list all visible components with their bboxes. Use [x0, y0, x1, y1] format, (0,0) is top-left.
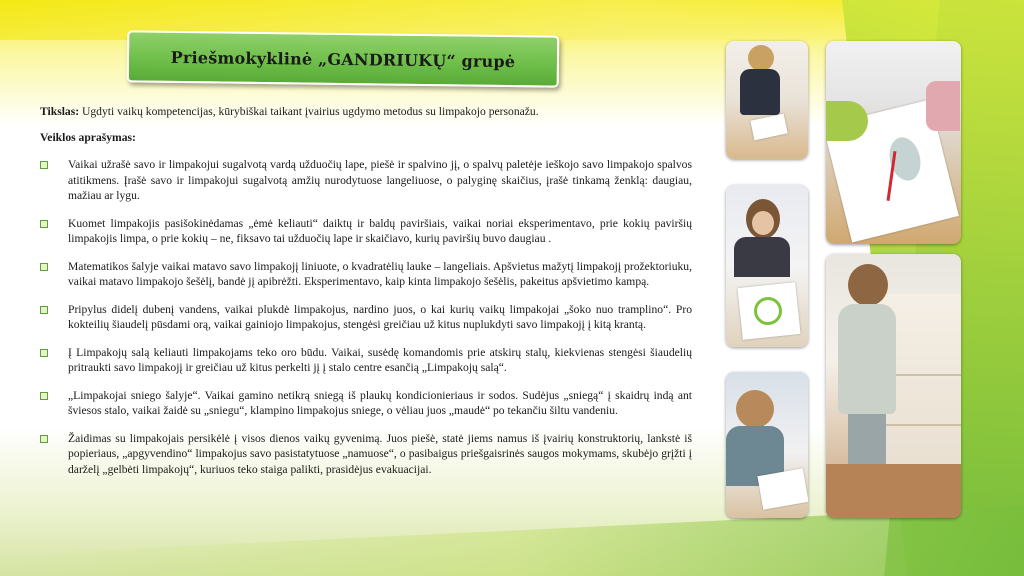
list-item: [40, 216, 692, 247]
activity-list: [40, 157, 692, 477]
list-item-text: Į Limpakojų salą keliauti limpakojams teko oro būdu. Vaikai, susėdę komandomis prie atskirų stalų, kiekvienas stengėsi šiaudelių pritraukti savo limpakojį ir greičiau už kitus perkelti jį į stalo centre esančią „Limpakojų salą“.: [68, 345, 692, 374]
photo-girl-worksheet: [726, 185, 808, 347]
list-item-text: Žaidimas su limpakojais persikėlė į visos dienos vaikų gyvenimą. Juos piešė, statė jiems namus iš įvairių konstruktorių, lankstė iš popieriaus, „apgyvendino“ limpakojus savo pasistatytuose „namuose“, o pasibaigus priešgaisrinės saugos mokymams, skubėjo grįžti į darželį „gelbėti limpakojų“, kuriuos teko staiga palikti, prasidėjus evakuacijai.: [68, 431, 692, 476]
bullet-icon: [40, 435, 48, 443]
worksheet: [750, 114, 787, 141]
child-body: [838, 304, 896, 414]
list-item-text: Vaikai užrašė savo ir limpakojui sugalvotą vardą užduočių lape, piešė ir spalvino jį, o spalvų paletėje ieškojo savo limpakojo spalvos atitikmens. Įrašė savo ir limpakojui sugalvotą amžių nurodytuose langeliuose, o palyginę skaičius, įrašė tinkamą ženklą: daugiau, mažiau ar lygu.: [68, 158, 692, 202]
list-item: [40, 259, 692, 290]
content-area: [40, 104, 692, 489]
bullet-icon: [40, 349, 48, 357]
bullet-icon: [40, 392, 48, 400]
child-head: [848, 264, 888, 306]
photo-child-drawing: [726, 41, 808, 159]
list-item-text: Kuomet limpakojis pasišokinėdamas „ėmė keliauti“ daiktų ir baldų paviršiais, vaikai noriai eksperimentavo, prie kokių paviršių limpakojis limpa, o prie kokių – ne, fiksavo tai užduočių lape ir skaičiavo, kurių paviršių buvo daugiau .: [68, 216, 692, 245]
bullet-icon: [40, 161, 48, 169]
list-item-text: „Limpakojai sniego šalyje“. Vaikai gamino netikrą sniegą iš plaukų kondicionieriaus ir sodos. Sudėjus „sniegą“ į skaidrų indą ant šviesos stalo, vaikai žaidė su „sniegu“, klampino limpakojus sniege, o vėliau juos „maudė“ po tekančiu šiltu vandeniu.: [68, 388, 692, 417]
child-head: [736, 390, 774, 428]
child-face: [752, 211, 774, 235]
color-wheel: [754, 297, 782, 325]
list-item: [40, 345, 692, 376]
list-item: [40, 388, 692, 419]
photo-boy-table: [726, 372, 808, 518]
goal-row: [40, 104, 692, 120]
list-item: [40, 157, 692, 204]
child-sleeve: [826, 101, 868, 141]
photo-hands-worksheet: [826, 41, 961, 244]
goal-text: Ugdyti vaikų kompetencijas, kūrybiškai taikant įvairius ugdymo metodus su limpakojo personažu.: [82, 105, 539, 118]
page-title: Priešmokyklinė „GANDRIUKŲ“ grupė: [170, 47, 516, 71]
worksheet: [757, 468, 808, 509]
list-item-text: Matematikos šalyje vaikai matavo savo limpakojį liniuote, o kvadratėlių lauke – langeliais. Apšvietus mažytį limpakojį prožektoriuku, vaikai matavo limpakojo šešėlį, bandė jį apibrėžti. Eksperimentavo, kaip kinta limpakojo šešėlis, pakeitus apšvietimo kampą.: [68, 259, 692, 288]
goal-label: Tikslas:: [40, 105, 80, 118]
list-item: [40, 431, 692, 478]
title-banner: [127, 30, 560, 87]
list-item-text: Pripylus didelį dubenį vandens, vaikai plukdė limpakojus, nardino juos, o kai kurių vaikų limpakojai „šoko nuo tramplino“. Pro kokteilių šiaudelį pūsdami orą, vaikai gainiojo limpakojus, stengėsi greičiau už kitus nuplukdyti savo limpakojį į kitą krantą.: [68, 302, 692, 331]
photo-boy-cabinet: [826, 254, 961, 518]
child-body: [734, 237, 790, 277]
activity-heading: Veiklos aprašymas:: [40, 130, 136, 144]
child-arm: [926, 81, 960, 131]
bullet-icon: [40, 263, 48, 271]
cabinet-line: [876, 424, 961, 426]
bullet-icon: [40, 306, 48, 314]
child-body: [740, 69, 780, 115]
bullet-icon: [40, 220, 48, 228]
child-head: [748, 45, 774, 71]
floor: [826, 464, 961, 518]
list-item: [40, 302, 692, 333]
